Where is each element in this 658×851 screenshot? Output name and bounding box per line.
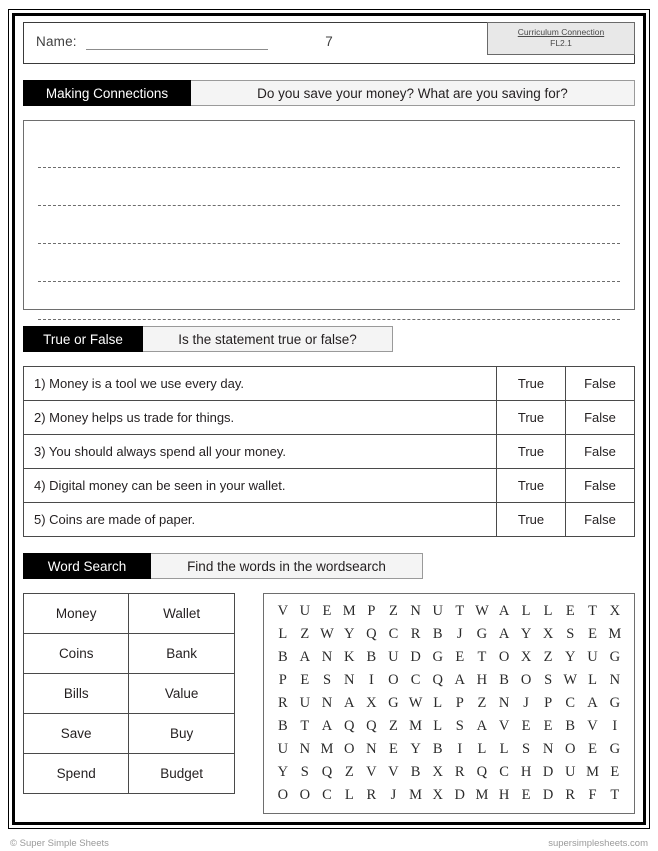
word-search-cell[interactable]: B xyxy=(565,718,576,734)
word-list-item[interactable]: Money xyxy=(24,594,129,634)
word-search-cell[interactable]: I xyxy=(612,718,618,734)
word-search-cell[interactable]: Q xyxy=(432,672,443,688)
word-search-cell[interactable]: X xyxy=(609,603,621,619)
word-search-cell[interactable]: X xyxy=(366,695,377,711)
section-header-word-search xyxy=(23,553,635,579)
word-search-cell[interactable]: G xyxy=(609,741,621,757)
word-search-cell[interactable]: B xyxy=(277,718,288,734)
word-search-cell[interactable]: O xyxy=(344,741,355,757)
word-search-cell[interactable]: O xyxy=(388,672,399,688)
option-false[interactable]: False xyxy=(566,435,635,469)
name-bar xyxy=(23,22,635,64)
word-search-cell[interactable]: A xyxy=(344,695,355,711)
word-search-cell[interactable]: L xyxy=(588,672,597,688)
word-search-cell[interactable]: N xyxy=(299,741,311,757)
word-search-cell[interactable]: L xyxy=(521,603,531,619)
word-search-cell[interactable]: M xyxy=(586,764,599,780)
word-search-cell[interactable]: V xyxy=(388,764,399,780)
section-prompt-word-search: Find the words in the wordsearch xyxy=(151,553,423,579)
word-search-cell[interactable]: U xyxy=(299,603,311,619)
word-search-cell[interactable]: A xyxy=(454,672,465,688)
word-search-cell[interactable]: Z xyxy=(300,626,310,642)
word-search-cell[interactable]: W xyxy=(408,695,423,711)
word-list-table xyxy=(23,593,235,794)
writing-line[interactable] xyxy=(38,244,620,282)
word-search-cell[interactable]: I xyxy=(368,672,374,688)
word-search-cell[interactable]: M xyxy=(475,787,489,803)
word-search-cell[interactable]: N xyxy=(344,672,355,688)
option-true[interactable]: True xyxy=(497,435,566,469)
table-row xyxy=(24,503,635,537)
word-search-cell[interactable]: P xyxy=(544,695,553,711)
word-search-cell[interactable]: G xyxy=(432,649,443,665)
word-search-cell[interactable]: G xyxy=(388,695,399,711)
word-search-cell[interactable]: U xyxy=(432,603,443,619)
word-search-cell[interactable]: J xyxy=(523,695,529,711)
option-false[interactable]: False xyxy=(566,469,635,503)
word-list-item[interactable]: Value xyxy=(129,674,234,714)
word-search-cell[interactable]: H xyxy=(476,672,488,688)
word-search-cell[interactable]: S xyxy=(455,718,464,734)
word-search-cell[interactable]: X xyxy=(432,764,443,780)
worksheet-content xyxy=(23,22,635,816)
word-search-cell[interactable]: L xyxy=(433,718,443,734)
word-search-cell[interactable]: A xyxy=(299,649,311,665)
statement-text: 5) Coins are made of paper. xyxy=(24,503,497,537)
word-search-cell[interactable]: G xyxy=(609,695,621,711)
word-search-cell[interactable]: K xyxy=(344,649,355,665)
word-list-item[interactable]: Coins xyxy=(24,634,129,674)
word-search-cell[interactable]: E xyxy=(521,787,531,803)
word-search-cell[interactable]: R xyxy=(454,764,465,780)
word-search-cell[interactable]: F xyxy=(588,787,597,803)
table-row xyxy=(24,401,635,435)
word-search-row xyxy=(272,669,626,692)
word-search-cell[interactable]: T xyxy=(588,603,597,619)
word-search-cell[interactable]: U xyxy=(565,764,576,780)
word-search-cell[interactable]: U xyxy=(587,649,598,665)
word-search-cell[interactable]: A xyxy=(498,603,510,619)
word-list-item[interactable]: Bills xyxy=(24,674,129,714)
word-search-row xyxy=(272,715,626,738)
word-search-cell[interactable]: J xyxy=(390,787,397,803)
word-search-row xyxy=(272,784,626,807)
word-search-cell[interactable]: H xyxy=(520,764,532,780)
word-search-cell[interactable]: D xyxy=(542,764,554,780)
word-search-cell[interactable]: C xyxy=(410,672,421,688)
word-search-cell[interactable]: R xyxy=(277,695,288,711)
word-search-cell[interactable]: U xyxy=(299,695,311,711)
word-search-cell[interactable]: O xyxy=(565,741,576,757)
word-search-cell[interactable]: B xyxy=(432,741,443,757)
word-list-row xyxy=(24,674,235,714)
word-search-cell[interactable]: B xyxy=(410,764,421,780)
word-search-cell[interactable]: B xyxy=(366,649,377,665)
writing-line[interactable] xyxy=(38,282,620,320)
footer-website: supersimplesheets.com xyxy=(548,837,648,849)
word-search-cell[interactable]: S xyxy=(322,672,332,688)
section-header-making-connections xyxy=(23,80,635,106)
word-search-cell[interactable]: C xyxy=(565,695,576,711)
word-list-item[interactable]: Bank xyxy=(129,634,234,674)
word-search-cell[interactable]: O xyxy=(299,787,311,803)
table-row xyxy=(24,367,635,401)
word-search-cell[interactable]: V xyxy=(498,718,510,734)
statement-text: 1) Money is a tool we use every day. xyxy=(24,367,497,401)
word-search-cell[interactable]: E xyxy=(543,718,553,734)
word-search-cell[interactable]: G xyxy=(609,649,621,665)
word-search-cell[interactable]: Y xyxy=(277,764,289,780)
option-false[interactable]: False xyxy=(566,401,635,435)
word-list-item[interactable]: Buy xyxy=(129,714,234,754)
section-tab-true-or-false: True or False xyxy=(23,326,143,352)
footer-copyright: © Super Simple Sheets xyxy=(10,837,109,849)
word-search-cell[interactable]: R xyxy=(565,787,576,803)
writing-line[interactable] xyxy=(38,206,620,244)
word-search-row xyxy=(272,646,626,669)
true-false-table xyxy=(23,366,635,537)
word-search-cell[interactable]: M xyxy=(342,603,356,619)
word-search-cell[interactable]: H xyxy=(498,787,510,803)
word-search-cell[interactable]: B xyxy=(499,672,509,688)
word-search-cell[interactable]: R xyxy=(410,626,421,642)
word-search-cell[interactable]: U xyxy=(388,649,399,665)
word-list-item[interactable]: Save xyxy=(24,714,129,754)
word-search-cell[interactable]: N xyxy=(321,695,333,711)
word-search-cell[interactable]: P xyxy=(455,695,464,711)
section-tab-word-search: Word Search xyxy=(23,553,151,579)
word-search-cell[interactable]: M xyxy=(608,626,622,642)
word-search-cell[interactable]: E xyxy=(388,741,398,757)
option-true[interactable]: True xyxy=(497,401,566,435)
word-search-cell[interactable]: M xyxy=(409,787,423,803)
word-search-cell[interactable]: E xyxy=(565,603,575,619)
word-list-row xyxy=(24,594,235,634)
word-search-cell[interactable]: O xyxy=(498,649,510,665)
word-search-cell[interactable]: S xyxy=(300,764,309,780)
word-search-cell[interactable]: L xyxy=(499,741,509,757)
word-list-row xyxy=(24,634,235,674)
word-search-cell[interactable]: G xyxy=(476,626,488,642)
word-search-cell[interactable]: T xyxy=(455,603,465,619)
word-search-cell[interactable]: D xyxy=(454,787,465,803)
word-list-item[interactable]: Spend xyxy=(24,754,129,794)
word-search-cell[interactable]: M xyxy=(409,718,423,734)
word-search-cell[interactable]: L xyxy=(433,695,443,711)
word-search-cell[interactable]: A xyxy=(476,718,488,734)
word-search-cell[interactable]: D xyxy=(410,649,421,665)
word-search-cell[interactable]: N xyxy=(542,741,554,757)
word-search-cell[interactable]: A xyxy=(321,718,333,734)
writing-response-box[interactable] xyxy=(23,120,635,310)
word-search-cell[interactable]: A xyxy=(498,626,510,642)
word-search-cell[interactable]: V xyxy=(277,603,289,619)
word-search-area xyxy=(23,593,635,814)
word-search-cell[interactable]: N xyxy=(410,603,421,619)
page-number: 7 xyxy=(325,34,333,49)
word-search-cell[interactable]: T xyxy=(300,718,310,734)
word-search-cell[interactable]: T xyxy=(477,649,487,665)
word-list-item[interactable]: Wallet xyxy=(129,594,234,634)
table-row xyxy=(24,469,635,503)
word-list-row xyxy=(24,714,235,754)
word-search-cell[interactable]: E xyxy=(521,718,531,734)
word-search-cell[interactable]: S xyxy=(566,626,575,642)
word-search-cell[interactable]: X xyxy=(432,787,443,803)
word-search-cell[interactable]: Q xyxy=(321,764,333,780)
word-search-cell[interactable]: B xyxy=(277,649,288,665)
option-false[interactable]: False xyxy=(566,367,635,401)
word-search-row xyxy=(272,761,626,784)
word-search-cell[interactable]: E xyxy=(455,649,465,665)
word-search-cell[interactable]: L xyxy=(543,603,553,619)
word-search-cell[interactable]: I xyxy=(457,741,463,757)
word-search-cell[interactable]: E xyxy=(588,626,597,642)
word-search-cell[interactable]: T xyxy=(610,787,620,803)
word-search-cell[interactable]: C xyxy=(322,787,332,803)
section-header-true-or-false xyxy=(23,326,635,352)
word-search-cell[interactable]: D xyxy=(542,787,554,803)
word-search-cell[interactable]: J xyxy=(456,626,463,642)
page-footer xyxy=(10,836,648,850)
name-label: Name: xyxy=(36,34,77,49)
word-search-cell[interactable]: C xyxy=(499,764,509,780)
statement-text: 4) Digital money can be seen in your wallet. xyxy=(24,469,497,503)
word-search-cell[interactable]: Z xyxy=(344,764,354,780)
word-search-cell[interactable]: V xyxy=(587,718,598,734)
word-search-cell[interactable]: N xyxy=(366,741,377,757)
word-search-cell[interactable]: C xyxy=(388,626,399,642)
word-search-grid xyxy=(272,600,626,807)
word-search-cell[interactable]: Q xyxy=(366,626,377,642)
section-tab-making-connections: Making Connections xyxy=(23,80,191,106)
option-true[interactable]: True xyxy=(497,469,566,503)
word-search-cell[interactable]: N xyxy=(609,672,621,688)
option-false[interactable]: False xyxy=(566,503,635,537)
word-search-cell[interactable]: P xyxy=(278,672,287,688)
word-search-cell[interactable]: L xyxy=(278,626,288,642)
word-search-cell[interactable]: R xyxy=(366,787,377,803)
name-input-line[interactable] xyxy=(86,49,268,50)
word-search-cell[interactable]: Q xyxy=(366,718,377,734)
writing-line[interactable] xyxy=(38,135,620,168)
word-search-cell[interactable]: U xyxy=(277,741,289,757)
word-search-cell[interactable]: Y xyxy=(520,626,532,642)
word-search-grid-container xyxy=(263,593,635,814)
curriculum-connection-code: FL2.1 xyxy=(550,38,572,48)
word-search-cell[interactable]: V xyxy=(366,764,377,780)
word-search-cell[interactable]: X xyxy=(520,649,532,665)
option-true[interactable]: True xyxy=(497,367,566,401)
section-prompt-making-connections: Do you save your money? What are you saving for? xyxy=(191,80,635,106)
word-search-cell[interactable]: O xyxy=(520,672,532,688)
word-search-cell[interactable]: E xyxy=(322,603,332,619)
word-search-cell[interactable]: Q xyxy=(476,764,488,780)
word-search-cell[interactable]: E xyxy=(300,672,310,688)
word-search-cell[interactable]: Z xyxy=(388,603,398,619)
word-search-cell[interactable]: Q xyxy=(344,718,355,734)
word-search-cell[interactable]: S xyxy=(544,672,553,688)
option-true[interactable]: True xyxy=(497,503,566,537)
word-search-cell[interactable]: E xyxy=(610,764,620,780)
word-search-cell[interactable]: N xyxy=(498,695,510,711)
word-search-cell[interactable]: P xyxy=(367,603,376,619)
word-search-row xyxy=(272,623,626,646)
word-search-cell[interactable]: Y xyxy=(410,741,421,757)
word-search-row xyxy=(272,738,626,761)
word-search-cell[interactable]: M xyxy=(320,741,334,757)
word-search-cell[interactable]: B xyxy=(432,626,443,642)
word-search-cell[interactable]: E xyxy=(588,741,597,757)
word-search-cell[interactable]: Z xyxy=(388,718,398,734)
word-list-row xyxy=(24,754,235,794)
word-search-grid-body xyxy=(272,600,626,807)
curriculum-connection-title: Curriculum Connection xyxy=(517,27,605,37)
word-search-cell[interactable]: W xyxy=(320,626,334,642)
word-search-cell[interactable]: Z xyxy=(543,649,553,665)
section-prompt-true-or-false: Is the statement true or false? xyxy=(143,326,393,352)
word-search-cell[interactable]: S xyxy=(522,741,531,757)
word-search-cell[interactable]: Z xyxy=(477,695,487,711)
word-search-cell[interactable]: Y xyxy=(565,649,576,665)
writing-line[interactable] xyxy=(38,168,620,206)
word-search-cell[interactable]: L xyxy=(344,787,354,803)
true-false-body xyxy=(24,367,635,537)
word-search-cell[interactable]: N xyxy=(321,649,333,665)
word-search-cell[interactable]: A xyxy=(587,695,598,711)
word-search-cell[interactable]: W xyxy=(563,672,578,688)
word-search-cell[interactable]: O xyxy=(277,787,289,803)
word-search-cell[interactable]: X xyxy=(542,626,554,642)
curriculum-connection-badge xyxy=(487,22,635,55)
word-search-cell[interactable]: Y xyxy=(344,626,355,642)
statement-text: 3) You should always spend all your money. xyxy=(24,435,497,469)
word-search-row xyxy=(272,692,626,715)
table-row xyxy=(24,435,635,469)
word-list-item[interactable]: Budget xyxy=(129,754,234,794)
statement-text: 2) Money helps us trade for things. xyxy=(24,401,497,435)
word-search-cell[interactable]: L xyxy=(477,741,487,757)
word-list-body xyxy=(24,594,235,794)
word-search-row xyxy=(272,600,626,623)
word-search-cell[interactable]: W xyxy=(475,603,489,619)
